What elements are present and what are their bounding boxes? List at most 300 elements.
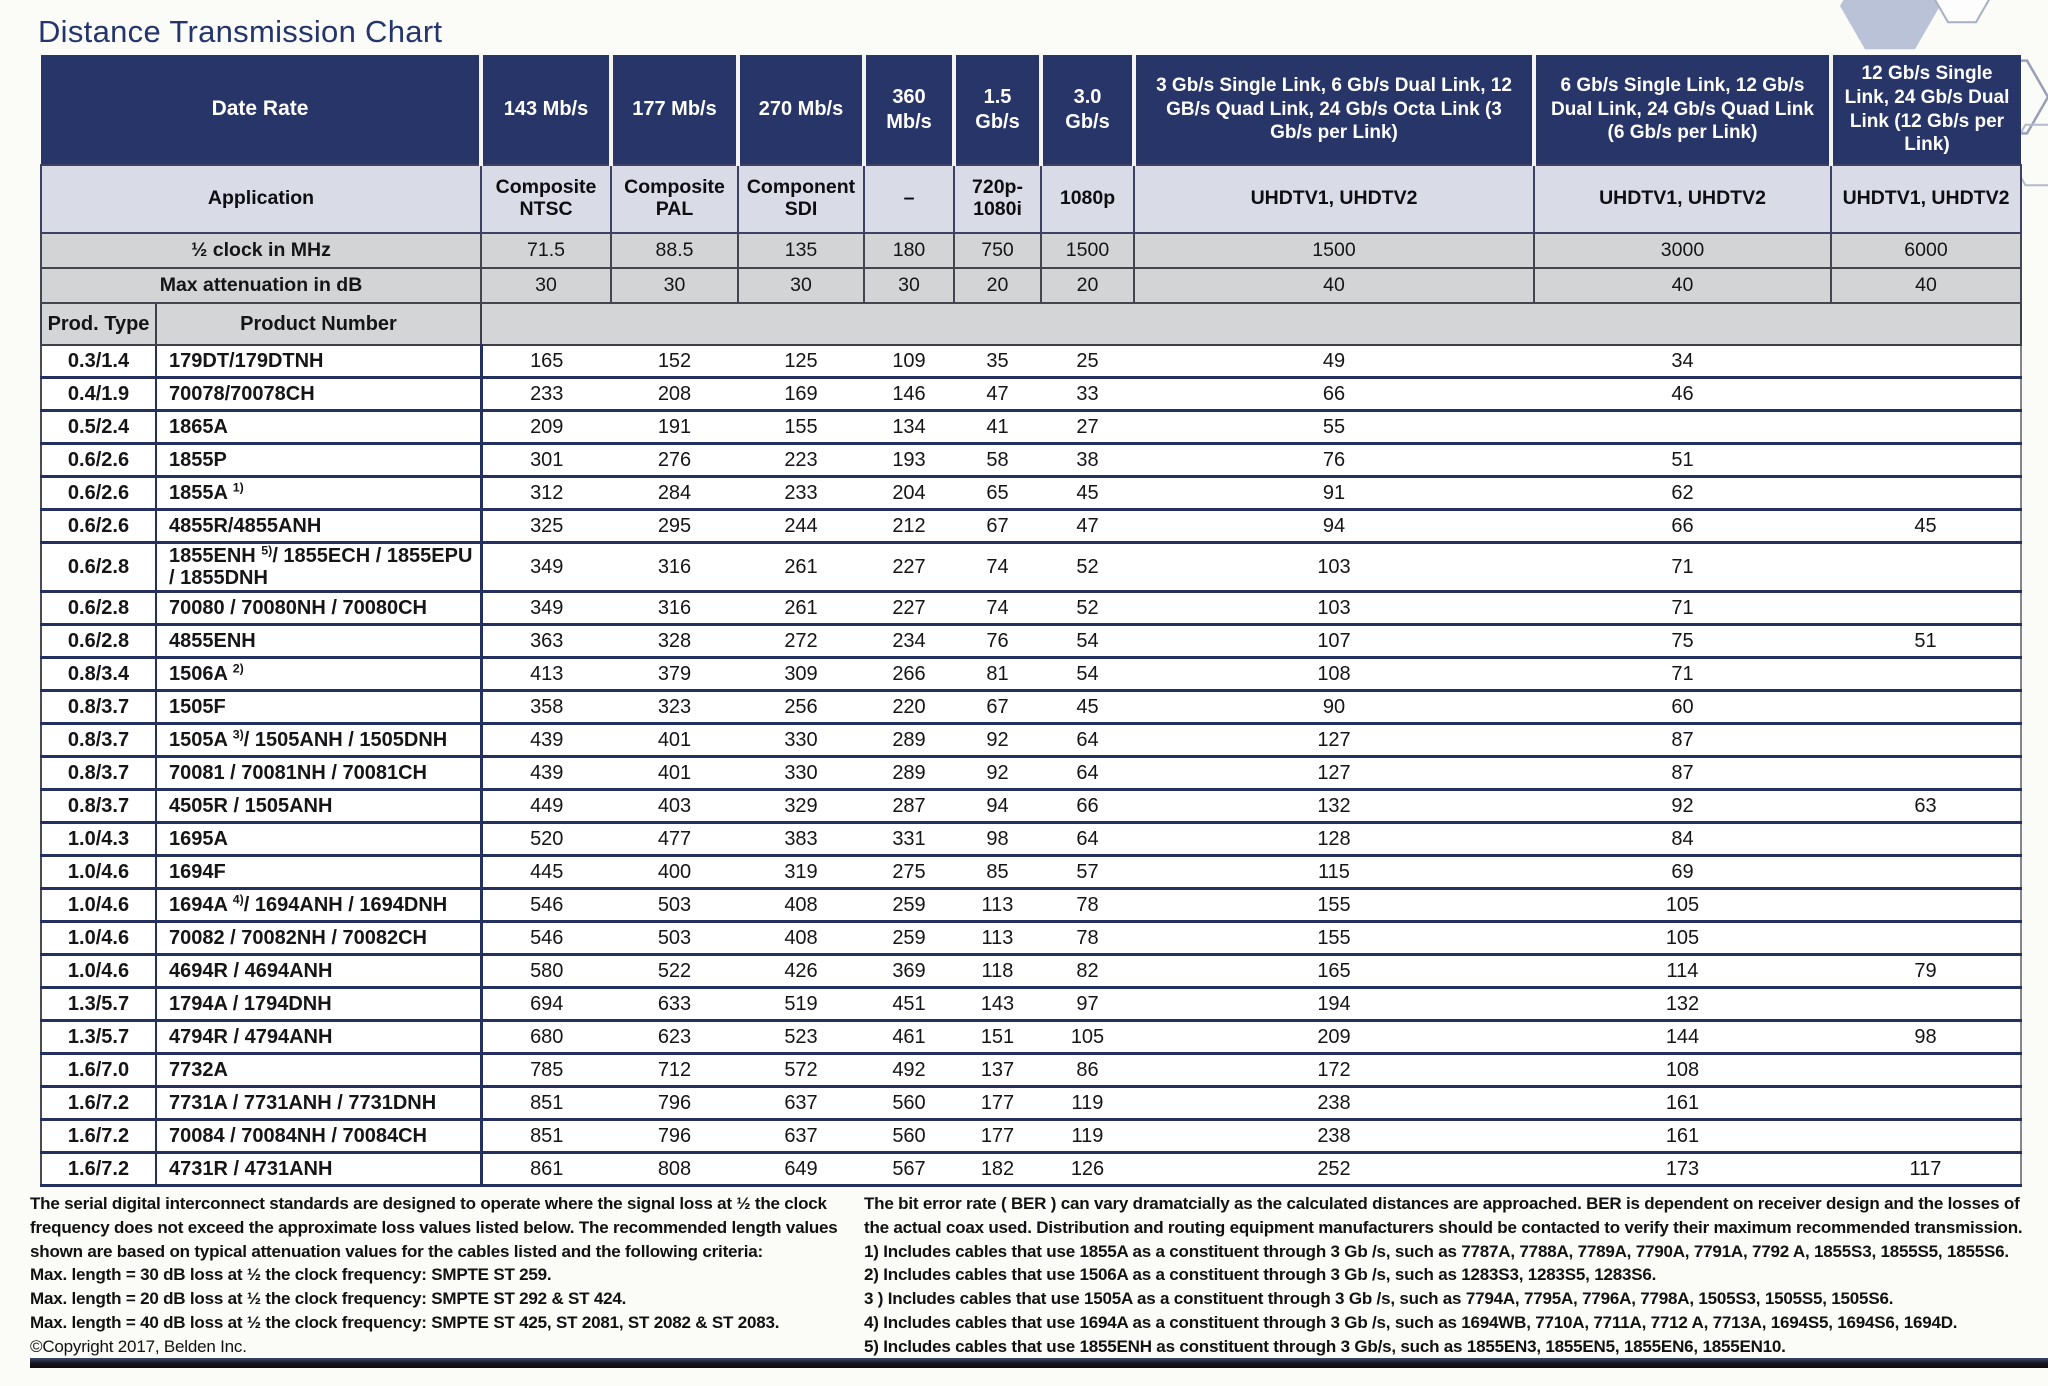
distance-value-cell: 546: [481, 922, 611, 955]
distance-value-cell: 503: [611, 889, 738, 922]
prod-type-cell: 1.0/4.6: [41, 922, 156, 955]
distance-value-cell: 128: [1134, 823, 1534, 856]
distance-value-cell: 633: [611, 988, 738, 1021]
distance-value-cell: 403: [611, 790, 738, 823]
table-row: [41, 625, 2021, 658]
prod-type-cell: 1.6/7.2: [41, 1087, 156, 1120]
distance-value-cell: 522: [611, 955, 738, 988]
copyright-line: ©Copyright 2017, Belden Inc.: [30, 1336, 247, 1356]
criteria-line: Max. length = 20 dB loss at ½ the clock frequency: SMPTE ST 292 & ST 424.: [30, 1289, 627, 1309]
footnote-left-paragraph: The serial digital interconnect standards are designed to operate where the signal loss at ½ the clock frequency does not exceed the approximate loss values listed below. The recommended length values shown are based on typical attenuation values for the cables listed and the following criteria:: [30, 1194, 838, 1261]
distance-value-cell: 91: [1134, 477, 1534, 510]
distance-value-cell: 52: [1041, 543, 1134, 592]
distance-value-cell: 227: [864, 543, 954, 592]
product-number-cell: 179DT/179DTNH: [156, 345, 481, 378]
distance-value-cell: 35: [954, 345, 1041, 378]
distance-value-cell: [1831, 477, 2021, 510]
date-rate-cell: 143 Mb/s: [481, 55, 611, 165]
distance-value-cell: 523: [738, 1021, 864, 1054]
distance-value-cell: 113: [954, 889, 1041, 922]
distance-value-cell: 151: [954, 1021, 1041, 1054]
distance-value-cell: 132: [1134, 790, 1534, 823]
distance-value-cell: 349: [481, 592, 611, 625]
table-row: [41, 1153, 2021, 1186]
distance-value-cell: 261: [738, 543, 864, 592]
distance-value-cell: 155: [738, 411, 864, 444]
half-clock-cell: 180: [864, 233, 954, 268]
product-number-cell: 1865A: [156, 411, 481, 444]
table-row: [41, 345, 2021, 378]
distance-value-cell: 193: [864, 444, 954, 477]
distance-value-cell: 143: [954, 988, 1041, 1021]
table-row: [41, 1120, 2021, 1153]
distance-value-cell: [1831, 724, 2021, 757]
half-clock-cell: 71.5: [481, 233, 611, 268]
table-row: [41, 510, 2021, 543]
half-clock-cell: 1500: [1041, 233, 1134, 268]
distance-value-cell: [1831, 1087, 2021, 1120]
distance-value-cell: 86: [1041, 1054, 1134, 1087]
application-cell: UHDTV1, UHDTV2: [1831, 165, 2021, 233]
distance-value-cell: 234: [864, 625, 954, 658]
distance-value-cell: 107: [1134, 625, 1534, 658]
distance-value-cell: [1831, 988, 2021, 1021]
distance-value-cell: [1831, 691, 2021, 724]
distance-value-cell: 62: [1534, 477, 1831, 510]
distance-value-cell: [1831, 922, 2021, 955]
distance-value-cell: 191: [611, 411, 738, 444]
distance-value-cell: 519: [738, 988, 864, 1021]
distance-value-cell: 209: [1134, 1021, 1534, 1054]
distance-value-cell: 71: [1534, 658, 1831, 691]
distance-value-cell: 74: [954, 543, 1041, 592]
max-attenuation-cell: 40: [1534, 268, 1831, 303]
distance-value-cell: 808: [611, 1153, 738, 1186]
application-cell: Component SDI: [738, 165, 864, 233]
distance-value-cell: 55: [1134, 411, 1534, 444]
product-number-cell: 1505A $^{3)}$/ 1505ANH / 1505DNH: [156, 724, 481, 757]
table-row: [41, 988, 2021, 1021]
prod-type-cell: 1.3/5.7: [41, 988, 156, 1021]
table-row: [41, 889, 2021, 922]
product-header-spacer: [481, 303, 2021, 345]
date-rate-cell: 177 Mb/s: [611, 55, 738, 165]
distance-value-cell: 63: [1831, 790, 2021, 823]
distance-value-cell: 92: [954, 757, 1041, 790]
distance-value-cell: 316: [611, 543, 738, 592]
footnote-right-paragraph: The bit error rate ( BER ) can vary dramatcially as the calculated distances are approached. BER is dependent on receiver design and the losses of the actual coax used. Distribution and routing equipment manufacturers should be contacted to verify their maximum recommended transmission.: [864, 1194, 2023, 1237]
distance-value-cell: 49: [1134, 345, 1534, 378]
distance-value-cell: 126: [1041, 1153, 1134, 1186]
distance-value-cell: 108: [1134, 658, 1534, 691]
distance-value-cell: 52: [1041, 592, 1134, 625]
distance-value-cell: 560: [864, 1087, 954, 1120]
distance-value-cell: 329: [738, 790, 864, 823]
distance-value-cell: 204: [864, 477, 954, 510]
distance-value-cell: 92: [954, 724, 1041, 757]
half-clock-cell: 6000: [1831, 233, 2021, 268]
distance-value-cell: 46: [1534, 378, 1831, 411]
distance-value-cell: 125: [738, 345, 864, 378]
prod-type-label: Prod. Type: [41, 303, 156, 345]
distance-value-cell: 66: [1534, 510, 1831, 543]
distance-value-cell: 413: [481, 658, 611, 691]
distance-value-cell: 325: [481, 510, 611, 543]
distance-value-cell: 461: [864, 1021, 954, 1054]
distance-value-cell: 45: [1041, 691, 1134, 724]
distance-value-cell: 330: [738, 757, 864, 790]
distance-value-cell: 426: [738, 955, 864, 988]
distance-value-cell: 649: [738, 1153, 864, 1186]
product-number-cell: 1695A: [156, 823, 481, 856]
distance-value-cell: 256: [738, 691, 864, 724]
distance-value-cell: 637: [738, 1087, 864, 1120]
distance-value-cell: 712: [611, 1054, 738, 1087]
application-cell: –: [864, 165, 954, 233]
table-row: [41, 724, 2021, 757]
date-rate-cell: 270 Mb/s: [738, 55, 864, 165]
footnote-column-left: [30, 1192, 848, 1359]
distance-value-cell: 64: [1041, 724, 1134, 757]
bottom-rule: [30, 1358, 2048, 1368]
max-attenuation-cell: 30: [864, 268, 954, 303]
distance-value-cell: 92: [1534, 790, 1831, 823]
distance-value-cell: 289: [864, 757, 954, 790]
product-number-cell: 4855R/4855ANH: [156, 510, 481, 543]
product-number-cell: 70078/70078CH: [156, 378, 481, 411]
prod-type-cell: 0.4/1.9: [41, 378, 156, 411]
distance-value-cell: 75: [1534, 625, 1831, 658]
application-cell: 720p-1080i: [954, 165, 1041, 233]
distance-value-cell: 289: [864, 724, 954, 757]
distance-value-cell: 330: [738, 724, 864, 757]
numbered-footnote: 2) Includes cables that use 1506A as a constituent through 3 Gb /s, such as 1283S3, 1283S5, 1283S6.: [864, 1265, 1657, 1285]
application-label: Application: [41, 165, 481, 233]
distance-value-cell: 796: [611, 1087, 738, 1120]
distance-value-cell: 477: [611, 823, 738, 856]
distance-value-cell: [1831, 444, 2021, 477]
distance-value-cell: 115: [1134, 856, 1534, 889]
distance-value-cell: 38: [1041, 444, 1134, 477]
half-clock-cell: 3000: [1534, 233, 1831, 268]
distance-value-cell: 161: [1534, 1120, 1831, 1153]
distance-value-cell: 383: [738, 823, 864, 856]
table-row: [41, 1054, 2021, 1087]
numbered-footnote: 3 ) Includes cables that use 1505A as a constituent through 3 Gb /s, such as 7794A, 7795A, 7796A, 7798A, 1505S3, 1505S5, 1505S6.: [864, 1289, 1894, 1309]
distance-value-cell: 408: [738, 889, 864, 922]
product-number-cell: 4855ENH: [156, 625, 481, 658]
distance-value-cell: 363: [481, 625, 611, 658]
criteria-lines: [30, 1263, 848, 1334]
distance-value-cell: 119: [1041, 1120, 1134, 1153]
distance-value-cell: [1831, 757, 2021, 790]
distance-value-cell: 144: [1534, 1021, 1831, 1054]
prod-type-cell: 0.6/2.6: [41, 444, 156, 477]
distance-value-cell: 60: [1534, 691, 1831, 724]
table-row: [41, 592, 2021, 625]
distance-value-cell: 379: [611, 658, 738, 691]
distance-value-cell: 680: [481, 1021, 611, 1054]
distance-value-cell: 233: [481, 378, 611, 411]
distance-value-cell: 408: [738, 922, 864, 955]
distance-value-cell: [1831, 856, 2021, 889]
max-attenuation-cell: 40: [1134, 268, 1534, 303]
distance-value-cell: 287: [864, 790, 954, 823]
product-number-cell: 1694F: [156, 856, 481, 889]
distance-value-cell: 78: [1041, 889, 1134, 922]
table-row: [41, 955, 2021, 988]
product-number-cell: 1855A $^{1)}$: [156, 477, 481, 510]
max-attenuation-cell: 30: [738, 268, 864, 303]
max-attenuation-row: [41, 268, 2021, 303]
distance-value-cell: 94: [954, 790, 1041, 823]
prod-type-cell: 0.8/3.7: [41, 724, 156, 757]
distance-value-cell: 81: [954, 658, 1041, 691]
numbered-footnote: 5) Includes cables that use 1855ENH as constituent through 3 Gb/s, such as 1855EN3, 1855EN5, 1855EN6, 1855EN10.: [864, 1336, 1786, 1356]
max-attenuation-cell: 40: [1831, 268, 2021, 303]
distance-value-cell: 173: [1534, 1153, 1831, 1186]
distance-value-cell: 51: [1534, 444, 1831, 477]
distance-value-cell: 69: [1534, 856, 1831, 889]
distance-value-cell: 445: [481, 856, 611, 889]
prod-type-cell: 1.0/4.6: [41, 955, 156, 988]
product-number-cell: 7732A: [156, 1054, 481, 1087]
distance-value-cell: [1831, 823, 2021, 856]
date-rate-cell: 1.5 Gb/s: [954, 55, 1041, 165]
distance-value-cell: 155: [1134, 922, 1534, 955]
footnotes: [30, 1192, 2042, 1359]
distance-value-cell: 275: [864, 856, 954, 889]
distance-value-cell: 276: [611, 444, 738, 477]
prod-type-cell: 1.0/4.3: [41, 823, 156, 856]
criteria-line: Max. length = 30 dB loss at ½ the clock frequency: SMPTE ST 259.: [30, 1265, 552, 1285]
prod-type-cell: 0.8/3.7: [41, 691, 156, 724]
application-cell: Composite PAL: [611, 165, 738, 233]
distance-value-cell: 439: [481, 757, 611, 790]
distance-value-cell: 45: [1831, 510, 2021, 543]
distance-value-cell: 67: [954, 510, 1041, 543]
distance-value-cell: 165: [1134, 955, 1534, 988]
distance-value-cell: 209: [481, 411, 611, 444]
distance-value-cell: [1831, 378, 2021, 411]
distance-value-cell: 67: [954, 691, 1041, 724]
distance-value-cell: 295: [611, 510, 738, 543]
prod-type-cell: 1.6/7.2: [41, 1153, 156, 1186]
date-rate-cell: 3 Gb/s Single Link, 6 Gb/s Dual Link, 12 GB/s Quad Link, 24 Gb/s Octa Link (3 Gb/s per Link): [1134, 55, 1534, 165]
date-rate-cell: 360 Mb/s: [864, 55, 954, 165]
distance-value-cell: 134: [864, 411, 954, 444]
distance-value-cell: 637: [738, 1120, 864, 1153]
distance-value-cell: 319: [738, 856, 864, 889]
distance-value-cell: 238: [1134, 1087, 1534, 1120]
distance-value-cell: 177: [954, 1120, 1041, 1153]
table-row: [41, 543, 2021, 592]
distance-value-cell: 103: [1134, 543, 1534, 592]
distance-value-cell: 33: [1041, 378, 1134, 411]
distance-value-cell: 105: [1534, 922, 1831, 955]
distance-value-cell: 572: [738, 1054, 864, 1087]
distance-value-cell: 47: [954, 378, 1041, 411]
distance-value-cell: 244: [738, 510, 864, 543]
distance-value-cell: 266: [864, 658, 954, 691]
application-cell: Composite NTSC: [481, 165, 611, 233]
product-number-label: Product Number: [156, 303, 481, 345]
distance-value-cell: 861: [481, 1153, 611, 1186]
distance-value-cell: 105: [1041, 1021, 1134, 1054]
distance-value-cell: 108: [1534, 1054, 1831, 1087]
product-number-cell: 70084 / 70084NH / 70084CH: [156, 1120, 481, 1153]
product-number-cell: 70082 / 70082NH / 70082CH: [156, 922, 481, 955]
distance-value-cell: 41: [954, 411, 1041, 444]
distance-value-cell: 316: [611, 592, 738, 625]
distance-value-cell: 165: [481, 345, 611, 378]
table-row: [41, 922, 2021, 955]
application-cell: UHDTV1, UHDTV2: [1134, 165, 1534, 233]
numbered-footnotes: [864, 1240, 2042, 1359]
distance-value-cell: 76: [954, 625, 1041, 658]
distance-value-cell: 47: [1041, 510, 1134, 543]
distance-value-cell: 252: [1134, 1153, 1534, 1186]
distance-value-cell: 87: [1534, 757, 1831, 790]
distance-value-cell: 74: [954, 592, 1041, 625]
table-row: [41, 1087, 2021, 1120]
date-rate-header-row: [41, 55, 2021, 165]
half-clock-label: ½ clock in MHz: [41, 233, 481, 268]
distance-value-cell: 227: [864, 592, 954, 625]
table-row: [41, 444, 2021, 477]
distance-value-cell: 114: [1534, 955, 1831, 988]
max-attenuation-label: Max attenuation in dB: [41, 268, 481, 303]
distance-value-cell: 623: [611, 1021, 738, 1054]
product-number-cell: 1855ENH $^{5)}$/ 1855ECH / 1855EPU / 1855DNH: [156, 543, 481, 592]
distance-value-cell: 87: [1534, 724, 1831, 757]
prod-type-cell: 0.8/3.7: [41, 790, 156, 823]
distance-value-cell: [1831, 889, 2021, 922]
date-rate-cell: 6 Gb/s Single Link, 12 Gb/s Dual Link, 24 Gb/s Quad Link (6 Gb/s per Link): [1534, 55, 1831, 165]
table-row: [41, 757, 2021, 790]
half-clock-cell: 135: [738, 233, 864, 268]
prod-type-cell: 1.6/7.0: [41, 1054, 156, 1087]
product-number-cell: 1694A $^{4)}$/ 1694ANH / 1694DNH: [156, 889, 481, 922]
distance-value-cell: 439: [481, 724, 611, 757]
product-rows: [41, 345, 2021, 1186]
distance-value-cell: 118: [954, 955, 1041, 988]
prod-type-cell: 0.6/2.8: [41, 625, 156, 658]
distance-value-cell: 172: [1134, 1054, 1534, 1087]
distance-value-cell: 85: [954, 856, 1041, 889]
distance-value-cell: 51: [1831, 625, 2021, 658]
distance-value-cell: 71: [1534, 592, 1831, 625]
distance-value-cell: 71: [1534, 543, 1831, 592]
distance-value-cell: 82: [1041, 955, 1134, 988]
distance-value-cell: 169: [738, 378, 864, 411]
half-clock-cell: 750: [954, 233, 1041, 268]
distance-value-cell: 238: [1134, 1120, 1534, 1153]
distance-value-cell: 54: [1041, 658, 1134, 691]
product-number-cell: 4794R / 4794ANH: [156, 1021, 481, 1054]
application-cell: 1080p: [1041, 165, 1134, 233]
criteria-line: Max. length = 40 dB loss at ½ the clock frequency: SMPTE ST 425, ST 2081, ST 2082 & ST 2083.: [30, 1312, 780, 1332]
distance-value-cell: 223: [738, 444, 864, 477]
distance-value-cell: 97: [1041, 988, 1134, 1021]
prod-type-cell: 1.6/7.2: [41, 1120, 156, 1153]
distance-value-cell: 137: [954, 1054, 1041, 1087]
prod-type-cell: 0.6/2.6: [41, 477, 156, 510]
product-number-cell: 70081 / 70081NH / 70081CH: [156, 757, 481, 790]
distance-value-cell: 45: [1041, 477, 1134, 510]
distance-value-cell: 233: [738, 477, 864, 510]
product-number-cell: 4505R / 1505ANH: [156, 790, 481, 823]
table-row: [41, 691, 2021, 724]
application-cell: UHDTV1, UHDTV2: [1534, 165, 1831, 233]
distance-value-cell: 146: [864, 378, 954, 411]
date-rate-cell: 3.0 Gb/s: [1041, 55, 1134, 165]
distance-value-cell: 117: [1831, 1153, 2021, 1186]
distance-value-cell: 785: [481, 1054, 611, 1087]
prod-type-cell: 0.6/2.6: [41, 510, 156, 543]
distance-value-cell: 64: [1041, 757, 1134, 790]
prod-type-cell: 0.6/2.8: [41, 592, 156, 625]
prod-type-cell: 0.5/2.4: [41, 411, 156, 444]
distance-value-cell: 560: [864, 1120, 954, 1153]
distance-value-cell: 76: [1134, 444, 1534, 477]
page-title: Distance Transmission Chart: [38, 14, 443, 49]
distance-value-cell: [1831, 345, 2021, 378]
table-row: [41, 378, 2021, 411]
distance-value-cell: 492: [864, 1054, 954, 1087]
half-clock-cell: 88.5: [611, 233, 738, 268]
distance-value-cell: 132: [1534, 988, 1831, 1021]
distance-value-cell: 182: [954, 1153, 1041, 1186]
distance-value-cell: 54: [1041, 625, 1134, 658]
product-number-cell: 1505F: [156, 691, 481, 724]
product-number-cell: 7731A / 7731ANH / 7731DNH: [156, 1087, 481, 1120]
distance-value-cell: [1534, 411, 1831, 444]
distance-value-cell: 328: [611, 625, 738, 658]
distance-value-cell: [1831, 658, 2021, 691]
distance-value-cell: 208: [611, 378, 738, 411]
distance-value-cell: 127: [1134, 757, 1534, 790]
distance-value-cell: 796: [611, 1120, 738, 1153]
product-number-cell: 4694R / 4694ANH: [156, 955, 481, 988]
max-attenuation-cell: 20: [954, 268, 1041, 303]
distance-value-cell: 358: [481, 691, 611, 724]
distance-value-cell: 259: [864, 889, 954, 922]
table-row: [41, 658, 2021, 691]
table-row: [41, 856, 2021, 889]
distance-value-cell: 520: [481, 823, 611, 856]
max-attenuation-cell: 30: [481, 268, 611, 303]
distance-value-cell: 34: [1534, 345, 1831, 378]
half-clock-cell: 1500: [1134, 233, 1534, 268]
numbered-footnote: 1) Includes cables that use 1855A as a constituent through 3 Gb /s, such as 7787A, 7788A, 7789A, 7790A, 7791A, 7792 A, 1855S3, 1855S5, 1855S6.: [864, 1241, 2009, 1261]
distance-value-cell: 401: [611, 757, 738, 790]
distance-value-cell: 323: [611, 691, 738, 724]
table-row: [41, 823, 2021, 856]
distance-value-cell: 105: [1534, 889, 1831, 922]
distance-value-cell: 220: [864, 691, 954, 724]
numbered-footnote: 4) Includes cables that use 1694A as a constituent through 3 Gb /s, such as 1694WB, 7710A, 7711A, 7712 A, 7713A, 1694S5, 1694S6, 1694D.: [864, 1312, 1958, 1332]
distance-value-cell: 78: [1041, 922, 1134, 955]
date-rate-label: Date Rate: [41, 55, 481, 165]
distance-value-cell: 152: [611, 345, 738, 378]
distance-value-cell: 309: [738, 658, 864, 691]
prod-type-cell: 0.3/1.4: [41, 345, 156, 378]
distance-value-cell: 155: [1134, 889, 1534, 922]
product-header-row: [41, 303, 2021, 345]
distance-value-cell: 349: [481, 543, 611, 592]
distance-value-cell: 331: [864, 823, 954, 856]
